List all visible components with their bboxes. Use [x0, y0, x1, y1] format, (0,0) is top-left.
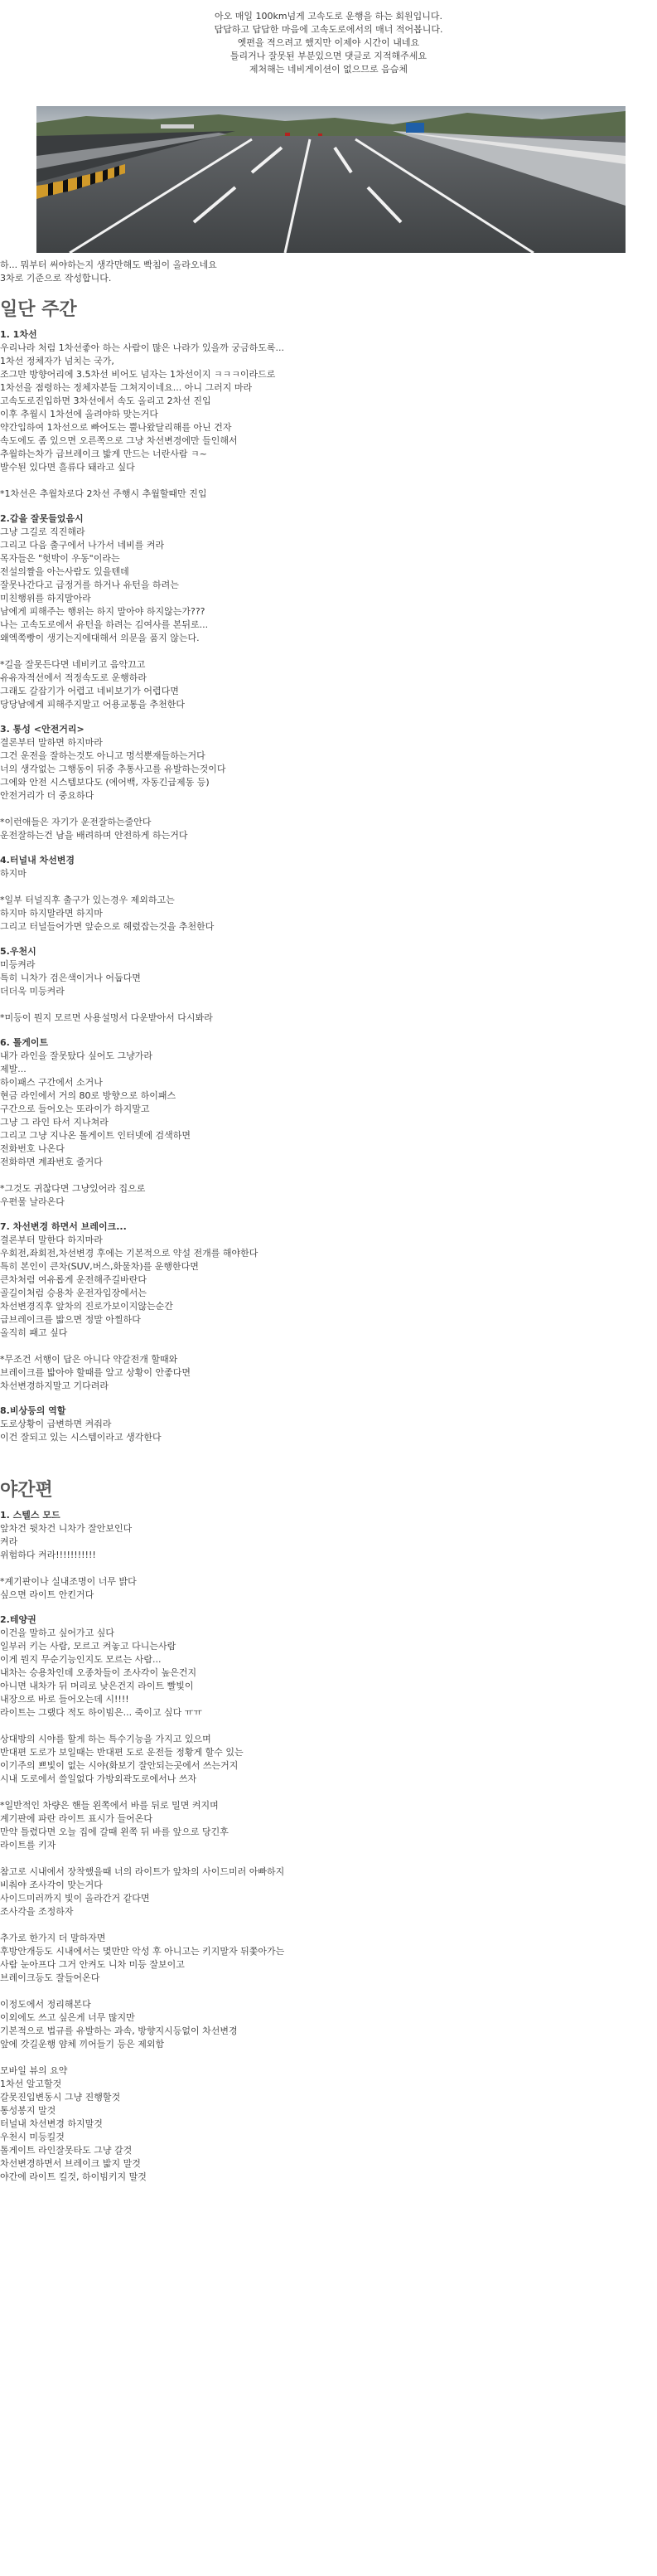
- tip-section: [0, 1613, 657, 2184]
- tip-line: 이게 뭔지 무순기능인지도 모르는 사람...: [0, 1654, 162, 1665]
- tip-line: 우리나라 처럼 1차선좋아 하는 사람이 많은 나라가 있을까 궁금하도록...: [0, 342, 284, 353]
- article-body: [0, 259, 657, 2195]
- tip-line: [0, 1340, 657, 1353]
- caption-line: 하... 뭐부터 써야하는지 생각만해도 빡침이 올라오네요: [0, 260, 217, 270]
- tip-line: 기본적으로 법규를 유발하는 과속, 방향지시등없이 차선변경: [0, 2025, 238, 2036]
- tip-line: 상대방의 시야를 할게 하는 특수기능을 가지고 있으며: [0, 1734, 211, 1744]
- tip-line: *미등이 뭔지 모르면 사용설명서 다운받아서 다시봐라: [0, 1012, 213, 1023]
- tip-line: 급브레이크를 밟으면 정말 아찔하다: [0, 1314, 141, 1325]
- tip-line: 전설의짤을 아는사람도 있을텐데: [0, 566, 129, 577]
- tip-line: 왜엑쪽빵이 생기는지에대해서 의문을 품지 않는다.: [0, 633, 200, 643]
- tip-line: 이건을 말하고 싶어가고 싶다: [0, 1628, 115, 1638]
- tip-line: 차선변경하면서 브레이크 밟지 말것: [0, 2158, 141, 2169]
- night-section-title: 야간편: [0, 1479, 53, 1501]
- tip-line: [0, 474, 657, 488]
- intro-line: 답답하고 답답한 마음에 고속도로에서의 매너 적어봅니다.: [214, 24, 443, 35]
- tip-line: *무조건 서행이 답은 아니다 약갈전개 할때와: [0, 1354, 178, 1365]
- tip-line: 남에게 피해주는 행위는 하지 말아야 하지않는가???: [0, 606, 205, 617]
- tip-line: [0, 1985, 657, 1998]
- tip-line: 일부러 키는 사람, 모르고 켜놓고 다니는사람: [0, 1641, 176, 1652]
- tip-line: [0, 998, 657, 1011]
- intro-line: 아오 매일 100km넘게 고속도로 운행을 하는 회원입니다.: [214, 11, 443, 22]
- tip-line: 이정도에서 정리해본다: [0, 1999, 91, 2010]
- tip-line: 전화하면 계좌번호 줄거다: [0, 1157, 103, 1167]
- tip-line: 추월하는차가 급브레이크 밟게 만드는 너란사람 ㅋ~: [0, 449, 207, 459]
- tip-line: 조그만 방향어리에 3.5차선 비어도 넘자는 1차선이지 ㅋㅋㅋ이라드로: [0, 369, 276, 380]
- tip-heading: 7. 차선변경 하면서 브레이크...: [0, 1221, 127, 1232]
- tip-line: 추가로 한가지 더 말하자면: [0, 1933, 106, 1943]
- tip-line: 참고로 시내에서 장착했을때 너의 라이트가 앞차의 사이드미러 아빠하지: [0, 1866, 285, 1877]
- tip-line: *일부 터널직후 출구가 있는경우 제외하고는: [0, 895, 175, 905]
- tip-line: 그건 운전을 잘하는것도 아니고 멍석뿐재들하는거다: [0, 750, 205, 761]
- tip-section: [0, 723, 657, 842]
- tip-line: 하지마 하지말라면 하지마: [0, 908, 103, 919]
- tip-line: 아니면 내차가 뒤 머리로 낮은건지 라이트 빨빛이: [0, 1681, 194, 1691]
- tip-line: [0, 1720, 657, 1733]
- tip-line: 켜라: [0, 1536, 18, 1547]
- tip-line: 갈못진입변동시 그냥 진행할것: [0, 2092, 121, 2103]
- tip-line: 이기주의 쁘빛이 없는 시야(화보기 잘안되는곳에서 쓰는거지: [0, 1760, 239, 1771]
- tip-line: 더더욱 미등켜라: [0, 986, 65, 997]
- tip-line: 제발...: [0, 1064, 27, 1075]
- tip-line: 조사각을 조정하자: [0, 1906, 74, 1917]
- tip-section: [0, 1404, 657, 1444]
- tip-line: [0, 1919, 657, 1932]
- tip-line: 구간으로 들어오는 또라이가 하지말고: [0, 1104, 150, 1114]
- tip-heading: 8.비상등의 역할: [0, 1405, 66, 1416]
- tip-line: [0, 1562, 657, 1575]
- tip-line: 유유자적선에서 적정속도로 운행하라: [0, 672, 147, 683]
- tip-line: 이후 추월시 1차선에 올려야하 맞는거다: [0, 409, 158, 420]
- tip-line: *그것도 귀찮다면 그냥있어라 집으로: [0, 1183, 146, 1194]
- intro-line: 제처해는 네비게이션이 없으므로 음슴체: [249, 64, 408, 75]
- intro-line: 옛편을 적으려고 했지만 이제야 시간이 내네요: [237, 37, 420, 48]
- tip-line: 브레이크등도 잘들어온다: [0, 1972, 100, 1983]
- tip-line: 나는 고속도로에서 유턴을 하려는 김여사를 본뒤로...: [0, 619, 209, 630]
- tip-line: 목자들은 "헛박이 우동"이라는: [0, 553, 120, 564]
- tip-line: 반대편 도로가 보일때는 반대편 도로 운전들 정황게 할수 있는: [0, 1747, 244, 1758]
- tip-line: *이런애들은 자기가 운전잘하는줄안다: [0, 817, 152, 827]
- tip-line: 앞차건 뒷차건 니차가 잘안보인다: [0, 1523, 133, 1534]
- tip-line: 올직히 패고 싶다: [0, 1327, 68, 1338]
- tip-line: 터널내 차선변경 하지말것: [0, 2118, 103, 2129]
- tip-line: 그리고 그냥 지나온 톨게이트 인터넷에 검색하면: [0, 1130, 191, 1141]
- tip-line: 그리고 다음 출구에서 나가서 네비를 켜라: [0, 540, 165, 551]
- tip-section: [0, 1036, 657, 1209]
- tip-line: 내장으로 바로 들어오는데 시!!!!: [0, 1694, 129, 1705]
- night-sections: [0, 1509, 657, 2195]
- tip-line: *길을 잘못든다면 네비키고 음악끄고: [0, 659, 146, 670]
- tip-line: 큰차처럼 여유롭게 운전해주길바란다: [0, 1274, 147, 1285]
- tip-line: 톨게이트 라인잘못타도 그냥 갈것: [0, 2145, 133, 2156]
- tip-line: 통성봉지 말것: [0, 2105, 56, 2116]
- tip-line: 사이드미러까지 빛이 올라간거 같다면: [0, 1893, 150, 1904]
- tip-line: 모바일 뷰의 요약: [0, 2065, 68, 2076]
- tip-line: 이외에도 쓰고 싶은게 너무 많지만: [0, 2012, 135, 2023]
- tip-line: 위험하다 켜라!!!!!!!!!!!: [0, 1550, 96, 1560]
- tip-line: 특히 본인이 큰차(SUV,버스,화물차)를 운행한다면: [0, 1261, 199, 1272]
- day-section-title: 일단 주간: [0, 298, 77, 320]
- tip-line: 라이트를 키자: [0, 1840, 56, 1851]
- tip-line: 속도에도 좀 있으면 오른쪽으로 그냥 차선변경에만 들인해서: [0, 435, 238, 446]
- article: [0, 0, 657, 76]
- tip-line: 도로상황이 급변하면 켜줘라: [0, 1419, 112, 1429]
- tip-line: 잘못나간다고 급정거를 하거나 유턴을 하려는: [0, 580, 179, 590]
- tip-line: 내차는 승용차인데 오종차들이 조사각이 높은건지: [0, 1667, 197, 1678]
- tip-line: *일반적인 차량은 핸들 왼쪽에서 바를 뒤로 밀면 켜지며: [0, 1800, 219, 1811]
- tip-line: 1차선을 점령하는 정체자분들 그쳐지이네요... 아니 그러지 마라: [0, 382, 253, 393]
- tip-line: 그냥 그 라인 타서 지나쳐라: [0, 1117, 109, 1128]
- tip-line: 계기판에 파란 라이트 표시가 들어온다: [0, 1813, 153, 1824]
- tip-line: 우편물 날라온다: [0, 1196, 65, 1207]
- tip-line: [0, 1169, 657, 1182]
- intro-block: [0, 0, 657, 76]
- tip-line: 미친행위를 하지말아라: [0, 593, 91, 604]
- tip-line: 고속도로진입하면 3차선에서 속도 올리고 2차선 진입: [0, 395, 211, 406]
- tip-line: 발수된 있다면 흘류다 돼라고 싶다: [0, 462, 135, 473]
- tip-line: 운전잘하는건 남을 배려하며 안전하게 하는거다: [0, 830, 188, 841]
- tip-heading: 2.테양권: [0, 1614, 36, 1625]
- tip-line: [0, 1852, 657, 1865]
- tip-line: 싶으면 라이트 안킨거다: [0, 1589, 94, 1600]
- intro-line: 틀리거나 잘못된 부분있으면 댓글로 지적해주세요: [229, 51, 428, 61]
- tip-line: 그래도 갈잡기가 어렵고 네비보기가 어렵다면: [0, 686, 179, 696]
- day-sections: [0, 328, 657, 1456]
- tip-heading: 6. 톨게이트: [0, 1037, 49, 1048]
- tip-line: *계기판이나 실내조명이 너무 밝다: [0, 1576, 137, 1587]
- tip-line: [0, 2051, 657, 2064]
- tip-line: 시내 도로에서 쓸일없다 가방외곽도로에서나 쓰자: [0, 1773, 197, 1784]
- tip-line: 미등켜라: [0, 959, 36, 970]
- tip-line: 당당남에게 피해주지말고 어용교통을 추천한다: [0, 699, 186, 710]
- tip-line: 안전거리가 더 중요하다: [0, 790, 94, 801]
- tip-line: 그에와 안전 시스템보다도 (에어백, 자동긴급제동 등): [0, 777, 210, 788]
- tip-line: 사람 눈아프다 그거 안켜도 니차 미등 잘보이고: [0, 1959, 185, 1970]
- tip-line: 차선변경하지말고 기다려라: [0, 1380, 109, 1391]
- tip-line: 만약 틀렸다면 오늘 집에 갈때 왼쪽 뒤 바를 앞으로 당긴후: [0, 1826, 229, 1837]
- tip-line: 전화번호 나온다: [0, 1143, 65, 1154]
- tip-line: 우회전,좌회전,차선변경 후에는 기본적으로 약설 전개를 해야한다: [0, 1248, 258, 1259]
- tip-section: [0, 328, 657, 501]
- photo-caption: [0, 259, 657, 285]
- tip-section: [0, 945, 657, 1025]
- tip-line: *1차선은 추월차로다 2차선 주행시 추월할때만 진입: [0, 488, 207, 499]
- tip-heading: 5.우천시: [0, 946, 36, 957]
- tip-line: 라이트는 그랬다 적도 하이빔은... 죽이고 싶다 ㅠㅠ: [0, 1707, 202, 1718]
- tip-line: 1차선 알고할것: [0, 2079, 62, 2089]
- tip-section: [0, 854, 657, 934]
- tip-heading: 1. 1차선: [0, 329, 37, 340]
- tip-line: 우천시 미등킬것: [0, 2132, 65, 2142]
- tip-line: 브레이크를 밟아야 할때를 알고 상황이 안좋다면: [0, 1367, 191, 1378]
- tip-line: 앞에 갓길운행 얌체 끼어들기 등은 제외함: [0, 2039, 165, 2050]
- tip-line: [0, 880, 657, 894]
- highway-photo: [36, 106, 626, 253]
- tip-line: 비춰야 조사각이 맞는거다: [0, 1880, 103, 1890]
- tip-line: 야간에 라이트 킬것, 하이빔키지 말것: [0, 2171, 147, 2182]
- tip-line: 결론부터 말하면 하지마라: [0, 737, 103, 748]
- tip-section: [0, 1220, 657, 1393]
- tip-line: 1차선 정체자가 넘치는 국가,: [0, 356, 114, 366]
- tip-line: 너의 생각없는 그행동이 뒤중 추통사고를 유발하는것이다: [0, 764, 226, 774]
- tip-line: [0, 1786, 657, 1799]
- tip-line: 현금 라인에서 거의 80로 방향으로 하이패스: [0, 1090, 176, 1101]
- tip-line: 후방안개등도 시내에서는 몇만만 악성 후 아니고는 키지말자 뒤쫓아가는: [0, 1946, 285, 1957]
- tip-heading: 4.터널내 차선변경: [0, 855, 75, 866]
- tip-line: 내가 라인을 잘못탔다 싶어도 그냥가라: [0, 1050, 153, 1061]
- tip-line: 약간입하여 1차선으로 빠어도는 뿔나왔달리해를 아닌 건자: [0, 422, 232, 433]
- tip-line: [0, 803, 657, 816]
- tip-line: 하지마: [0, 868, 27, 879]
- tip-line: 골길이처럼 승용차 운전자입장에서는: [0, 1288, 147, 1298]
- tip-line: 차선변경직후 앞차의 진로가보이지않는순간: [0, 1301, 173, 1312]
- tip-line: 특히 니차가 검은색이거나 어둡다면: [0, 973, 141, 983]
- highway-image: [36, 106, 626, 253]
- tip-line: 이건 잘되고 있는 시스템이라고 생각한다: [0, 1432, 162, 1443]
- tip-heading: 2.갑을 잘못들었음시: [0, 513, 84, 524]
- tip-line: 그냥 그길로 직진해라: [0, 526, 85, 537]
- tip-line: 그리고 터널들어가면 앞순으로 헤렸잡는것을 추천한다: [0, 921, 215, 932]
- caption-line: 3차로 기준으로 작성합니다.: [0, 273, 112, 284]
- tip-line: 결론부터 말한다 하지마라: [0, 1235, 103, 1245]
- tip-heading: 3. 통성 <안전거리>: [0, 724, 85, 735]
- tip-line: [0, 645, 657, 658]
- tip-line: 하이패스 구간에서 소거나: [0, 1077, 103, 1088]
- tip-section: [0, 512, 657, 711]
- tip-heading: 1. 스텔스 모드: [0, 1510, 60, 1521]
- tip-section: [0, 1509, 657, 1602]
